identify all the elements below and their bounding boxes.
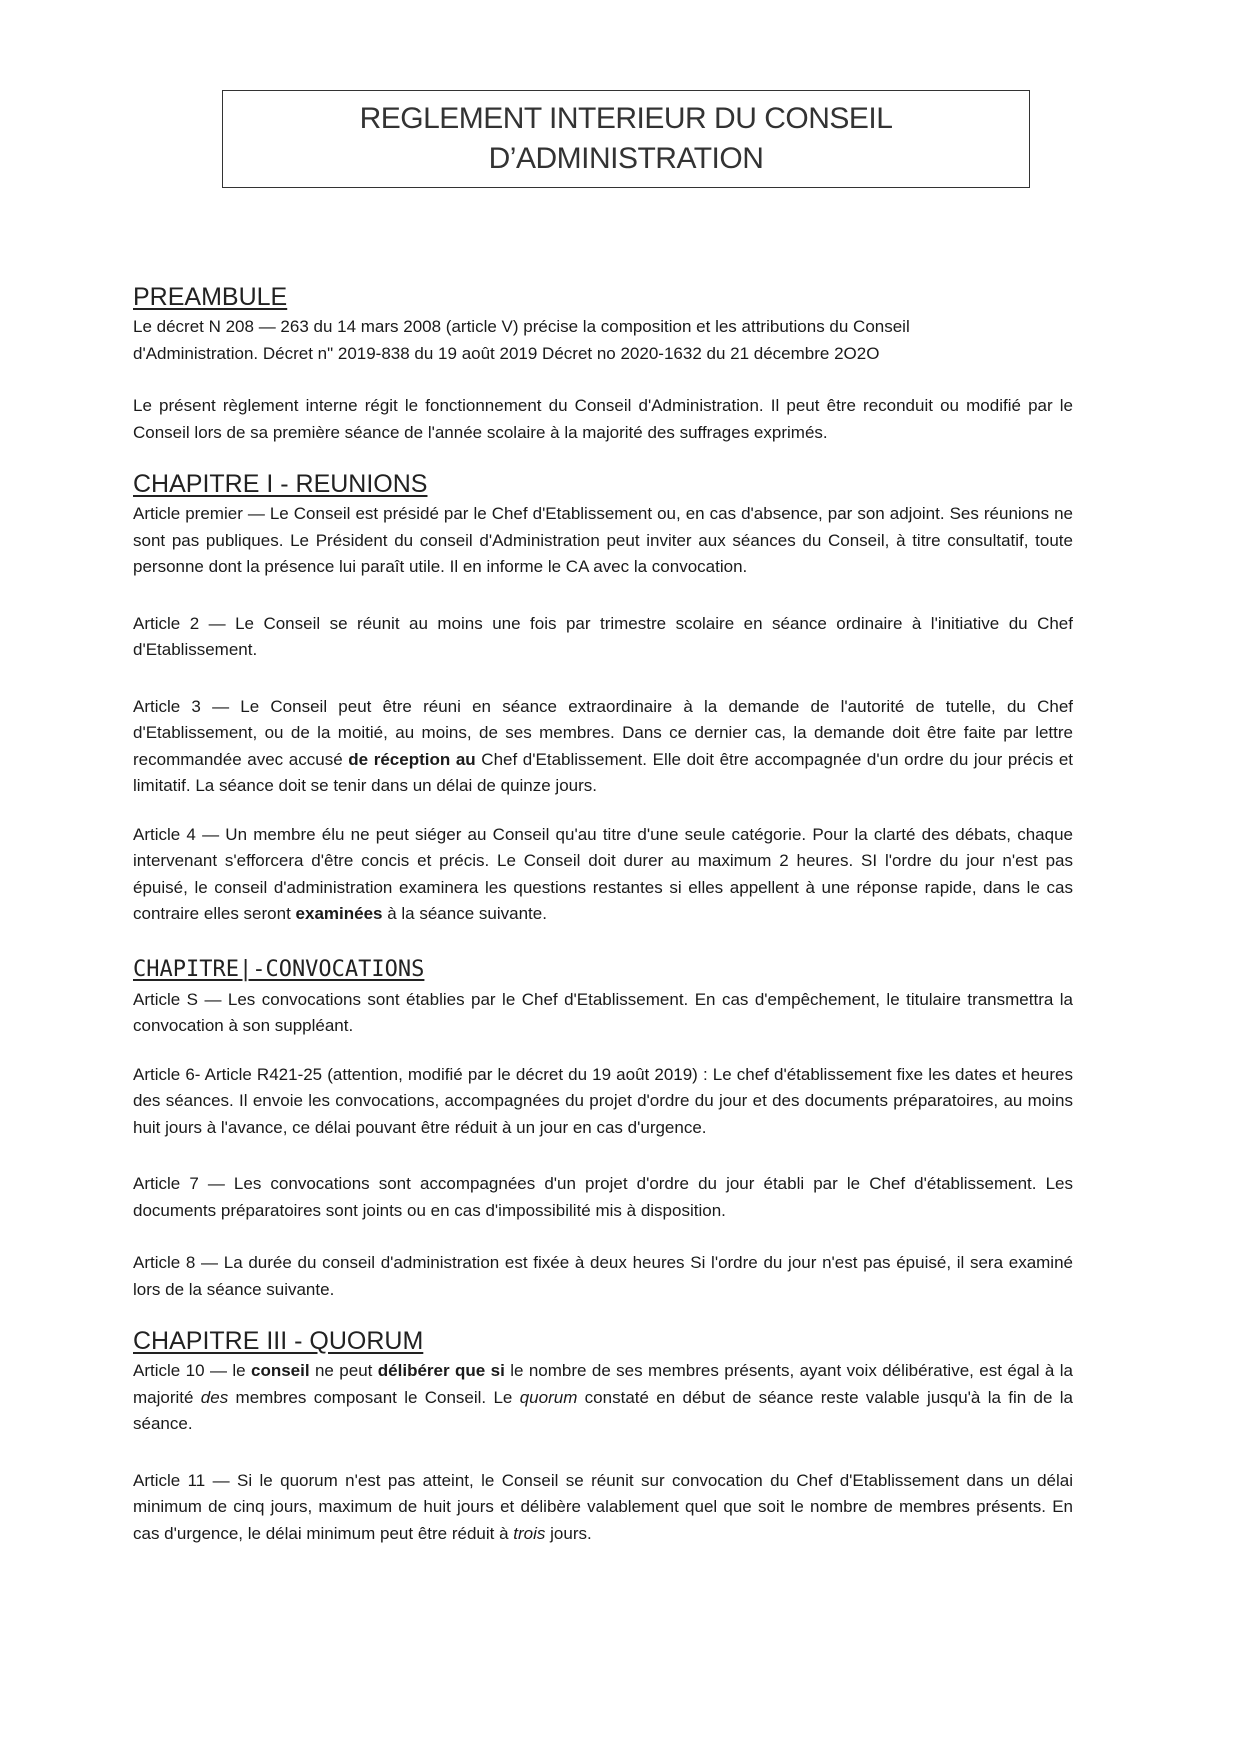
article-10 — [133, 1358, 1073, 1438]
document-title-line-2: D’ADMINISTRATION — [488, 142, 764, 175]
article-6: Article 6- Article R421-25 (attention, modifié par le décret du 19 août 2019) : Le chef d'établissement fixe les dates et heures des séances. Il envoie les convocations, accompagnées du projet d'ordre du jour et des documents préparatoires, au moins huit jours à l'avance, ce délai pouvant être réduit à un jour en cas d'urgence. — [133, 1064, 1073, 1137]
article-2: Article 2 — Le Conseil se réunit au moins une fois par trimestre scolaire en séance ordinaire à l'initiative du Chef d'Etablissement. — [133, 613, 1073, 659]
article-premier: Article premier — Le Conseil est présidé par le Chef d'Etablissement ou, en cas d'absence, par son adjoint. Ses réunions ne sont pas publiques. Le Président du conseil d'Administration peut inviter aux séances du Conseil, à titre consultatif, toute personne dont la présence lui paraît utile. Il en informe le CA avec la convocation. — [133, 504, 1073, 576]
article-10-text-c: le nombre de ses membres présents, ayant voix délibérative, est égal à la majorité — [133, 1361, 1073, 1407]
article-5: Article S — Les convocations sont établies par le Chef d'Etablissement. En cas d'empêchement, le titulaire transmettra la convocation à son suppléant. — [133, 989, 1073, 1035]
article-10-text-e: constaté en début de séance reste valable jusqu'à la fin de la séance. — [133, 1387, 1073, 1433]
article-11 — [133, 1468, 1073, 1548]
preambule-heading: PREAMBULE — [133, 283, 288, 311]
article-10-italic-1: des — [200, 1387, 229, 1407]
chapitre-1-heading: CHAPITRE I - REUNIONS — [133, 470, 428, 498]
article-11-text-a: Article 11 — Si le quorum n'est pas atteint, le Conseil se réunit sur convocation du Chef d'Etablissement dans un délai minimum de cinq jours, maximum de huit jours et délibère valablement quel que soit le nombre de membres présents. En cas d'urgence, le délai minimum peut être réduit à — [133, 1470, 1073, 1543]
article-10-text-d: membres composant le Conseil. Le — [228, 1387, 520, 1407]
article-10-bold-1: conseil — [250, 1361, 310, 1380]
article-11-text-b: jours. — [545, 1523, 592, 1543]
chapitre-2-heading: CHAPITRE|-CONVOCATIONS — [133, 956, 425, 982]
chapitre-3-heading: CHAPITRE III - QUORUM — [133, 1327, 424, 1355]
preambule-paragraph-1-line-2: d'Administration. Décret n" 2019-838 du 19 août 2019 Décret no 2020-1632 du 21 décembre 2O2O — [133, 343, 880, 363]
article-3 — [133, 694, 1073, 800]
article-8: Article 8 — La durée du conseil d'administration est fixée à deux heures Si l'ordre du jour n'est pas épuisé, il sera examiné lors de la séance suivante. — [133, 1253, 1073, 1299]
article-4-text-b: à la séance suivante. — [382, 904, 547, 923]
article-10-text-a: Article 10 — le — [133, 1361, 251, 1380]
article-4-text-a: Article 4 — Un membre élu ne peut siéger au Conseil qu'au titre d'une seule catégorie. Pour la clarté des débats, chaque intervenant s'efforcera d'être concis et précis. Le Conseil doit durer au maximum 2 heures. SI l'ordre du jour n'est pas épuisé, le conseil d'administration examinera les questions restantes si elles appellent à une réponse rapide, dans le cas contraire elles seront — [133, 824, 1073, 923]
article-4 — [133, 822, 1073, 928]
article-10-italic-2: quorum — [519, 1387, 578, 1407]
article-3-text-a: Article 3 — Le Conseil peut être réuni en séance extraordinaire à la demande de l'autorité de tutelle, du Chef d'Etablissement, ou de la moitié, au moins, de ses membres. Dans ce dernier cas, la demande doit être faite par lettre recommandée avec accusé — [133, 696, 1073, 769]
article-7: Article 7 — Les convocations sont accompagnées d'un projet d'ordre du jour établi par le Chef d'établissement. Les documents préparatoires sont joints ou en cas d'impossibilité mis à disposition. — [133, 1174, 1073, 1220]
preambule-paragraph-1-line-1: Le décret N 208 — 263 du 14 mars 2008 (article V) précise la composition et les attributions du Conseil — [133, 317, 910, 336]
article-10-text-b: ne peut — [309, 1361, 378, 1380]
preambule-paragraph-2: Le présent règlement interne régit le fonctionnement du Conseil d'Administration. Il peut être reconduit ou modifié par le Conseil lors de sa première séance de l'année scolaire à la majorité des suffrages exprimés. — [133, 396, 1073, 442]
article-10-bold-2: délibérer que si — [377, 1361, 505, 1380]
document-title-line-1: REGLEMENT INTERIEUR DU CONSEIL — [359, 102, 893, 135]
article-11-italic: trois — [513, 1523, 546, 1543]
article-4-bold: examinées — [295, 904, 383, 923]
article-3-text-b: Chef d'Etablissement. Elle doit être accompagnée d'un ordre du jour précis et limitatif. La séance doit se tenir dans un délai de quinze jours. — [133, 749, 1074, 795]
article-3-bold: de réception au — [348, 749, 476, 769]
title-box — [222, 90, 1030, 188]
document-body — [133, 282, 1073, 1547]
